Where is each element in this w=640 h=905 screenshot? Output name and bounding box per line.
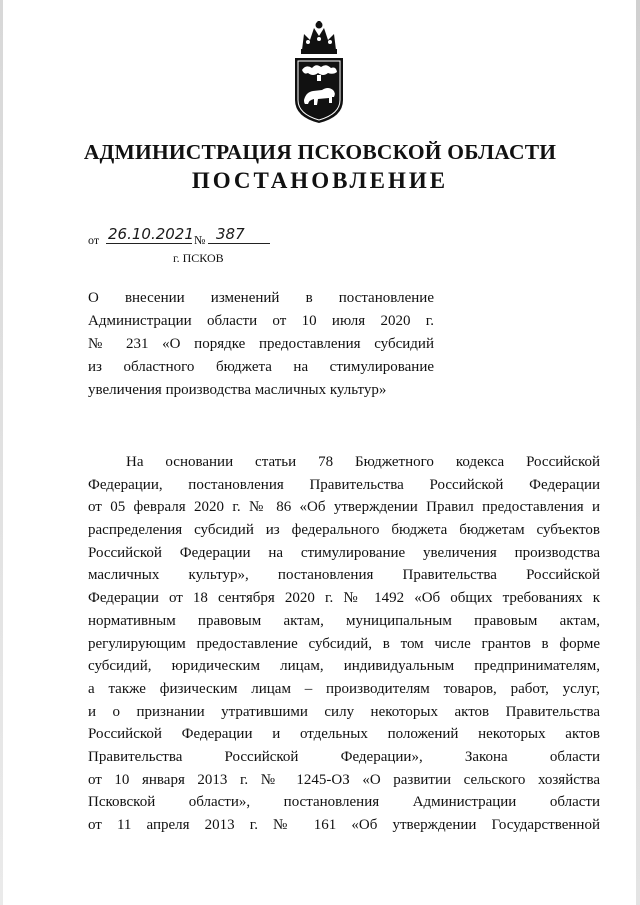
date-number-line — [88, 225, 288, 247]
scan-edge-right — [636, 0, 640, 905]
scan-edge-left — [0, 0, 3, 905]
date-underline — [106, 243, 192, 244]
subject-line: увеличения производства масличных культур» — [88, 382, 387, 398]
pskov-coat-of-arms-icon — [288, 20, 350, 125]
date-label: от — [88, 233, 100, 247]
body-line: Российской Федерации на стимулирование увеличения производства — [88, 544, 600, 561]
number-value: 387 — [216, 225, 245, 243]
subject-line: № 231 «О порядке предоставления субсидий — [88, 336, 434, 352]
document-body — [88, 451, 600, 837]
date-value: 26.10.2021 — [108, 225, 194, 243]
body-line: субсидий, юридическим лицам, индивидуальным предпринимателям, — [88, 658, 600, 675]
organization-title: АДМИНИСТРАЦИЯ ПСКОВСКОЙ ОБЛАСТИ — [83, 140, 557, 164]
number-underline — [208, 243, 270, 244]
body-line: нормативным правовым актам, муниципальным правовым актам, — [88, 612, 600, 629]
body-line: а также физическим лицам – производителям товаров, работ, услуг, — [88, 680, 600, 697]
body-line: от 05 февраля 2020 г. № 86 «Об утверждении Правил предоставления и — [88, 499, 600, 516]
body-line: от 11 апреля 2013 г. № 161 «Об утверждении Государственной — [88, 817, 600, 833]
subject-line: Администрации области от 10 июля 2020 г. — [88, 313, 434, 329]
body-line: На основании статьи 78 Бюджетного кодекса Российской — [126, 454, 600, 470]
body-line: Псковской области», постановления Администрации области — [88, 794, 600, 811]
body-line: Российской Федерации и отдельных положений некоторых актов — [88, 726, 600, 743]
body-line: Федерации, постановления Правительства Российской Федерации — [88, 476, 600, 493]
body-line: распределения субсидий из федерального бюджета бюджетам субъектов — [88, 522, 600, 539]
body-line: и о признании утратившими силу некоторых актов Правительства — [88, 703, 600, 720]
city-label: г. ПСКОВ — [173, 251, 224, 265]
subject-line: О внесении изменений в постановление — [88, 290, 434, 306]
document-type-heading: ПОСТАНОВЛЕНИЕ — [191, 168, 449, 193]
body-line: регулирующим предоставление субсидий, в том числе грантов в форме — [88, 635, 600, 652]
document-subject — [88, 287, 434, 402]
body-line: Федерации от 18 сентября 2020 г. № 1492 «Об общих требованиях к — [88, 590, 600, 607]
body-line: Правительства Российской Федерации», Закона области — [88, 748, 600, 765]
body-line: от 10 января 2013 г. № 1245-ОЗ «О развитии сельского хозяйства — [88, 771, 600, 788]
body-line: масличных культур», постановления Правительства Российской — [88, 567, 600, 584]
subject-line: из областного бюджета на стимулирование — [88, 359, 434, 375]
number-label: № — [194, 233, 206, 247]
